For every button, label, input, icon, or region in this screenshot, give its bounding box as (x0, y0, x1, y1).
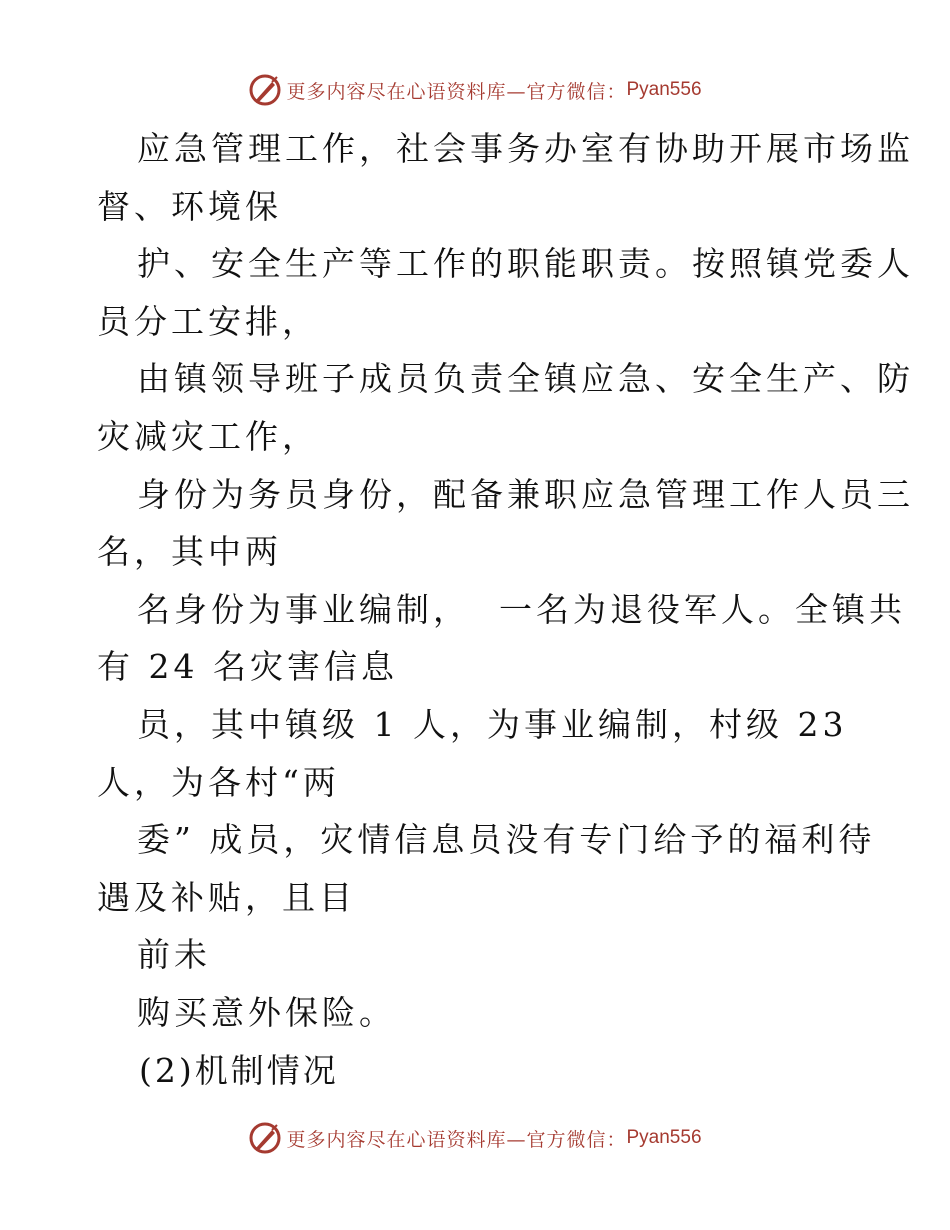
paragraph-line: 员，其中镇级 1 人，为事业编制，村级 23 (137, 704, 848, 744)
paragraph (97, 811, 876, 926)
paragraph-line: 名，其中两 (97, 532, 282, 572)
footer-banner-text: 更多内容尽在心语资料库—官方微信： (286, 1128, 627, 1151)
section-heading: (2)机制情况 (139, 1050, 339, 1090)
header-banner-account: Pyan556 (626, 79, 702, 100)
paragraph (97, 984, 857, 1042)
paragraph-line: 前未 (137, 935, 211, 975)
paragraph-line: 购买意外保险。 (137, 992, 396, 1032)
footer-watermark-banner (0, 1120, 950, 1156)
paragraph-line: 名身份为事业编制， 一名为退役军人。全镇共 (137, 589, 906, 629)
paragraph-line: 应急管理工作，社会事务办室有协助开展市场监 (137, 129, 914, 168)
paragraph-line: 遇及补贴，且目 (97, 877, 356, 917)
quill-logo-icon (248, 1121, 282, 1155)
header-banner-text: 更多内容尽在心语资料库—官方微信： (286, 80, 627, 103)
paragraph-line: 身份为务员身份，配备兼职应急管理工作人员三 (137, 474, 914, 514)
paragraph-line: 人，为各村“两 (97, 762, 340, 802)
paragraph (97, 581, 906, 696)
paragraph (97, 235, 914, 350)
paragraph-line: 督、环境保 (97, 186, 282, 226)
footer-banner-account: Pyan556 (626, 1127, 702, 1148)
paragraph (97, 926, 857, 984)
paragraph (97, 350, 914, 465)
paragraph-line: 委” 成员，灾情信息员没有专门给予的福利待 (137, 820, 876, 860)
paragraph-line: 护、安全生产等工作的职能职责。按照镇党委人 (137, 244, 914, 284)
quill-logo-icon (248, 73, 282, 107)
paragraph-line: 由镇领导班子成员负责全镇应急、安全生产、防 (137, 359, 914, 399)
paragraph-line: 灾减灾工作， (97, 416, 319, 456)
paragraph (97, 466, 914, 581)
document-body (97, 120, 914, 1099)
paragraph (97, 120, 914, 235)
paragraph (97, 696, 857, 811)
paragraph-line: 有 24 名灾害信息 (97, 647, 398, 687)
header-watermark-banner (0, 72, 950, 108)
paragraph-line: 员分工安排， (97, 301, 319, 341)
